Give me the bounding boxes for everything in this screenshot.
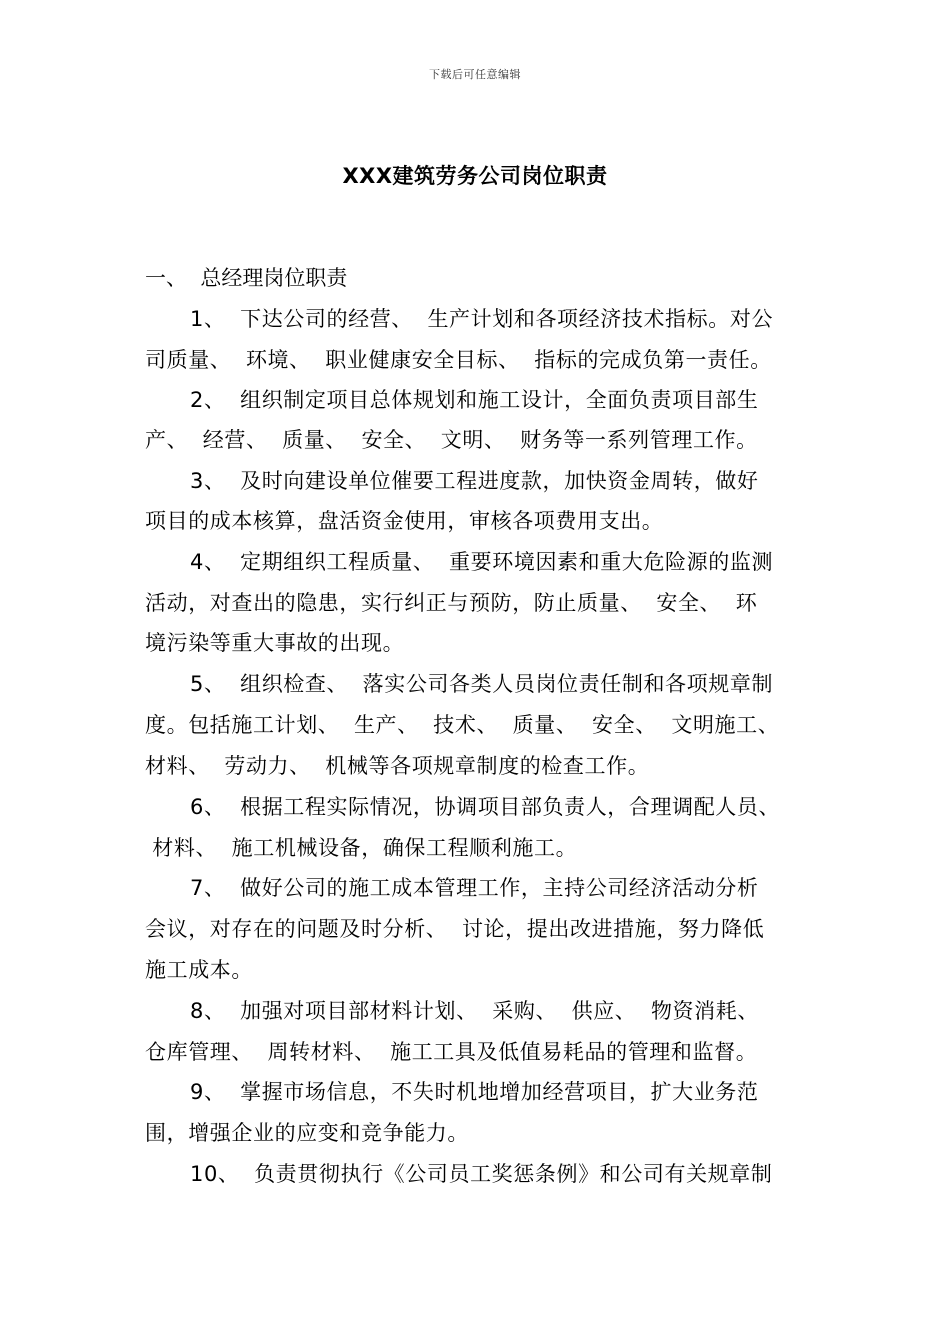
duty-item-4-line-3: 境污染等重大事故的出现。 bbox=[145, 631, 405, 655]
duty-item-1-line-2: 司质量、 环境、 职业健康安全目标、 指标的完成负第一责任。 bbox=[145, 348, 772, 372]
duty-item-6-line-2: 材料、 施工机械设备，确保工程顺利施工。 bbox=[145, 836, 578, 860]
duty-item-3-line-2: 项目的成本核算，盘活资金使用，审核各项费用支出。 bbox=[145, 509, 664, 533]
duty-item-5-line-1: 5、 组织检查、 落实公司各类人员岗位责任制和各项规章制 bbox=[190, 672, 774, 696]
duty-item-8-line-1: 8、 加强对项目部材料计划、 采购、 供应、 物资消耗、 bbox=[190, 999, 759, 1023]
duty-item-8-line-2: 仓库管理、 周转材料、 施工工具及低值易耗品的管理和监督。 bbox=[145, 1040, 758, 1064]
duty-item-5-line-2: 度。包括施工计划、 生产、 技术、 质量、 安全、 文明施工、 bbox=[145, 713, 780, 737]
duty-item-6-line-1: 6、 根据工程实际情况，协调项目部负责人，合理调配人员、 bbox=[190, 795, 781, 819]
duty-item-7-line-3: 施工成本。 bbox=[145, 958, 253, 982]
duty-item-7-line-1: 7、 做好公司的施工成本管理工作，主持公司经济活动分析 bbox=[190, 876, 759, 900]
duty-item-2-line-2: 产、 经营、 质量、 安全、 文明、 财务等一系列管理工作。 bbox=[145, 428, 758, 452]
duty-item-5-line-3: 材料、 劳动力、 机械等各项规章制度的检查工作。 bbox=[145, 754, 650, 778]
duty-item-9-line-1: 9、 掌握市场信息，不失时机地增加经营项目，扩大业务范 bbox=[190, 1080, 759, 1104]
duty-item-7-line-2: 会议，对存在的问题及时分析、 讨论，提出改进措施，努力降低 bbox=[145, 917, 765, 941]
duty-item-2-line-1: 2、 组织制定项目总体规划和施工设计，全面负责项目部生 bbox=[190, 388, 759, 412]
section-heading: 一、 总经理岗位职责 bbox=[145, 266, 348, 290]
duty-item-1-line-1: 1、 下达公司的经营、 生产计划和各项经济技术指标。对公 bbox=[190, 307, 774, 331]
duty-item-3-line-1: 3、 及时向建设单位催要工程进度款，加快资金周转，做好 bbox=[190, 469, 759, 493]
duty-item-9-line-2: 围，增强企业的应变和竞争能力。 bbox=[145, 1121, 469, 1145]
header-note: 下载后可任意编辑 bbox=[429, 68, 521, 81]
duty-item-4-line-1: 4、 定期组织工程质量、 重要环境因素和重大危险源的监测 bbox=[190, 550, 774, 574]
duty-item-4-line-2: 活动，对查出的隐患，实行纠正与预防，防止质量、 安全、 环 bbox=[145, 591, 758, 615]
duty-item-10-line-1: 10、 负责贯彻执行《公司员工奖惩条例》和公司有关规章制 bbox=[190, 1162, 773, 1186]
document-title: XXX建筑劳务公司岗位职责 bbox=[342, 164, 608, 188]
